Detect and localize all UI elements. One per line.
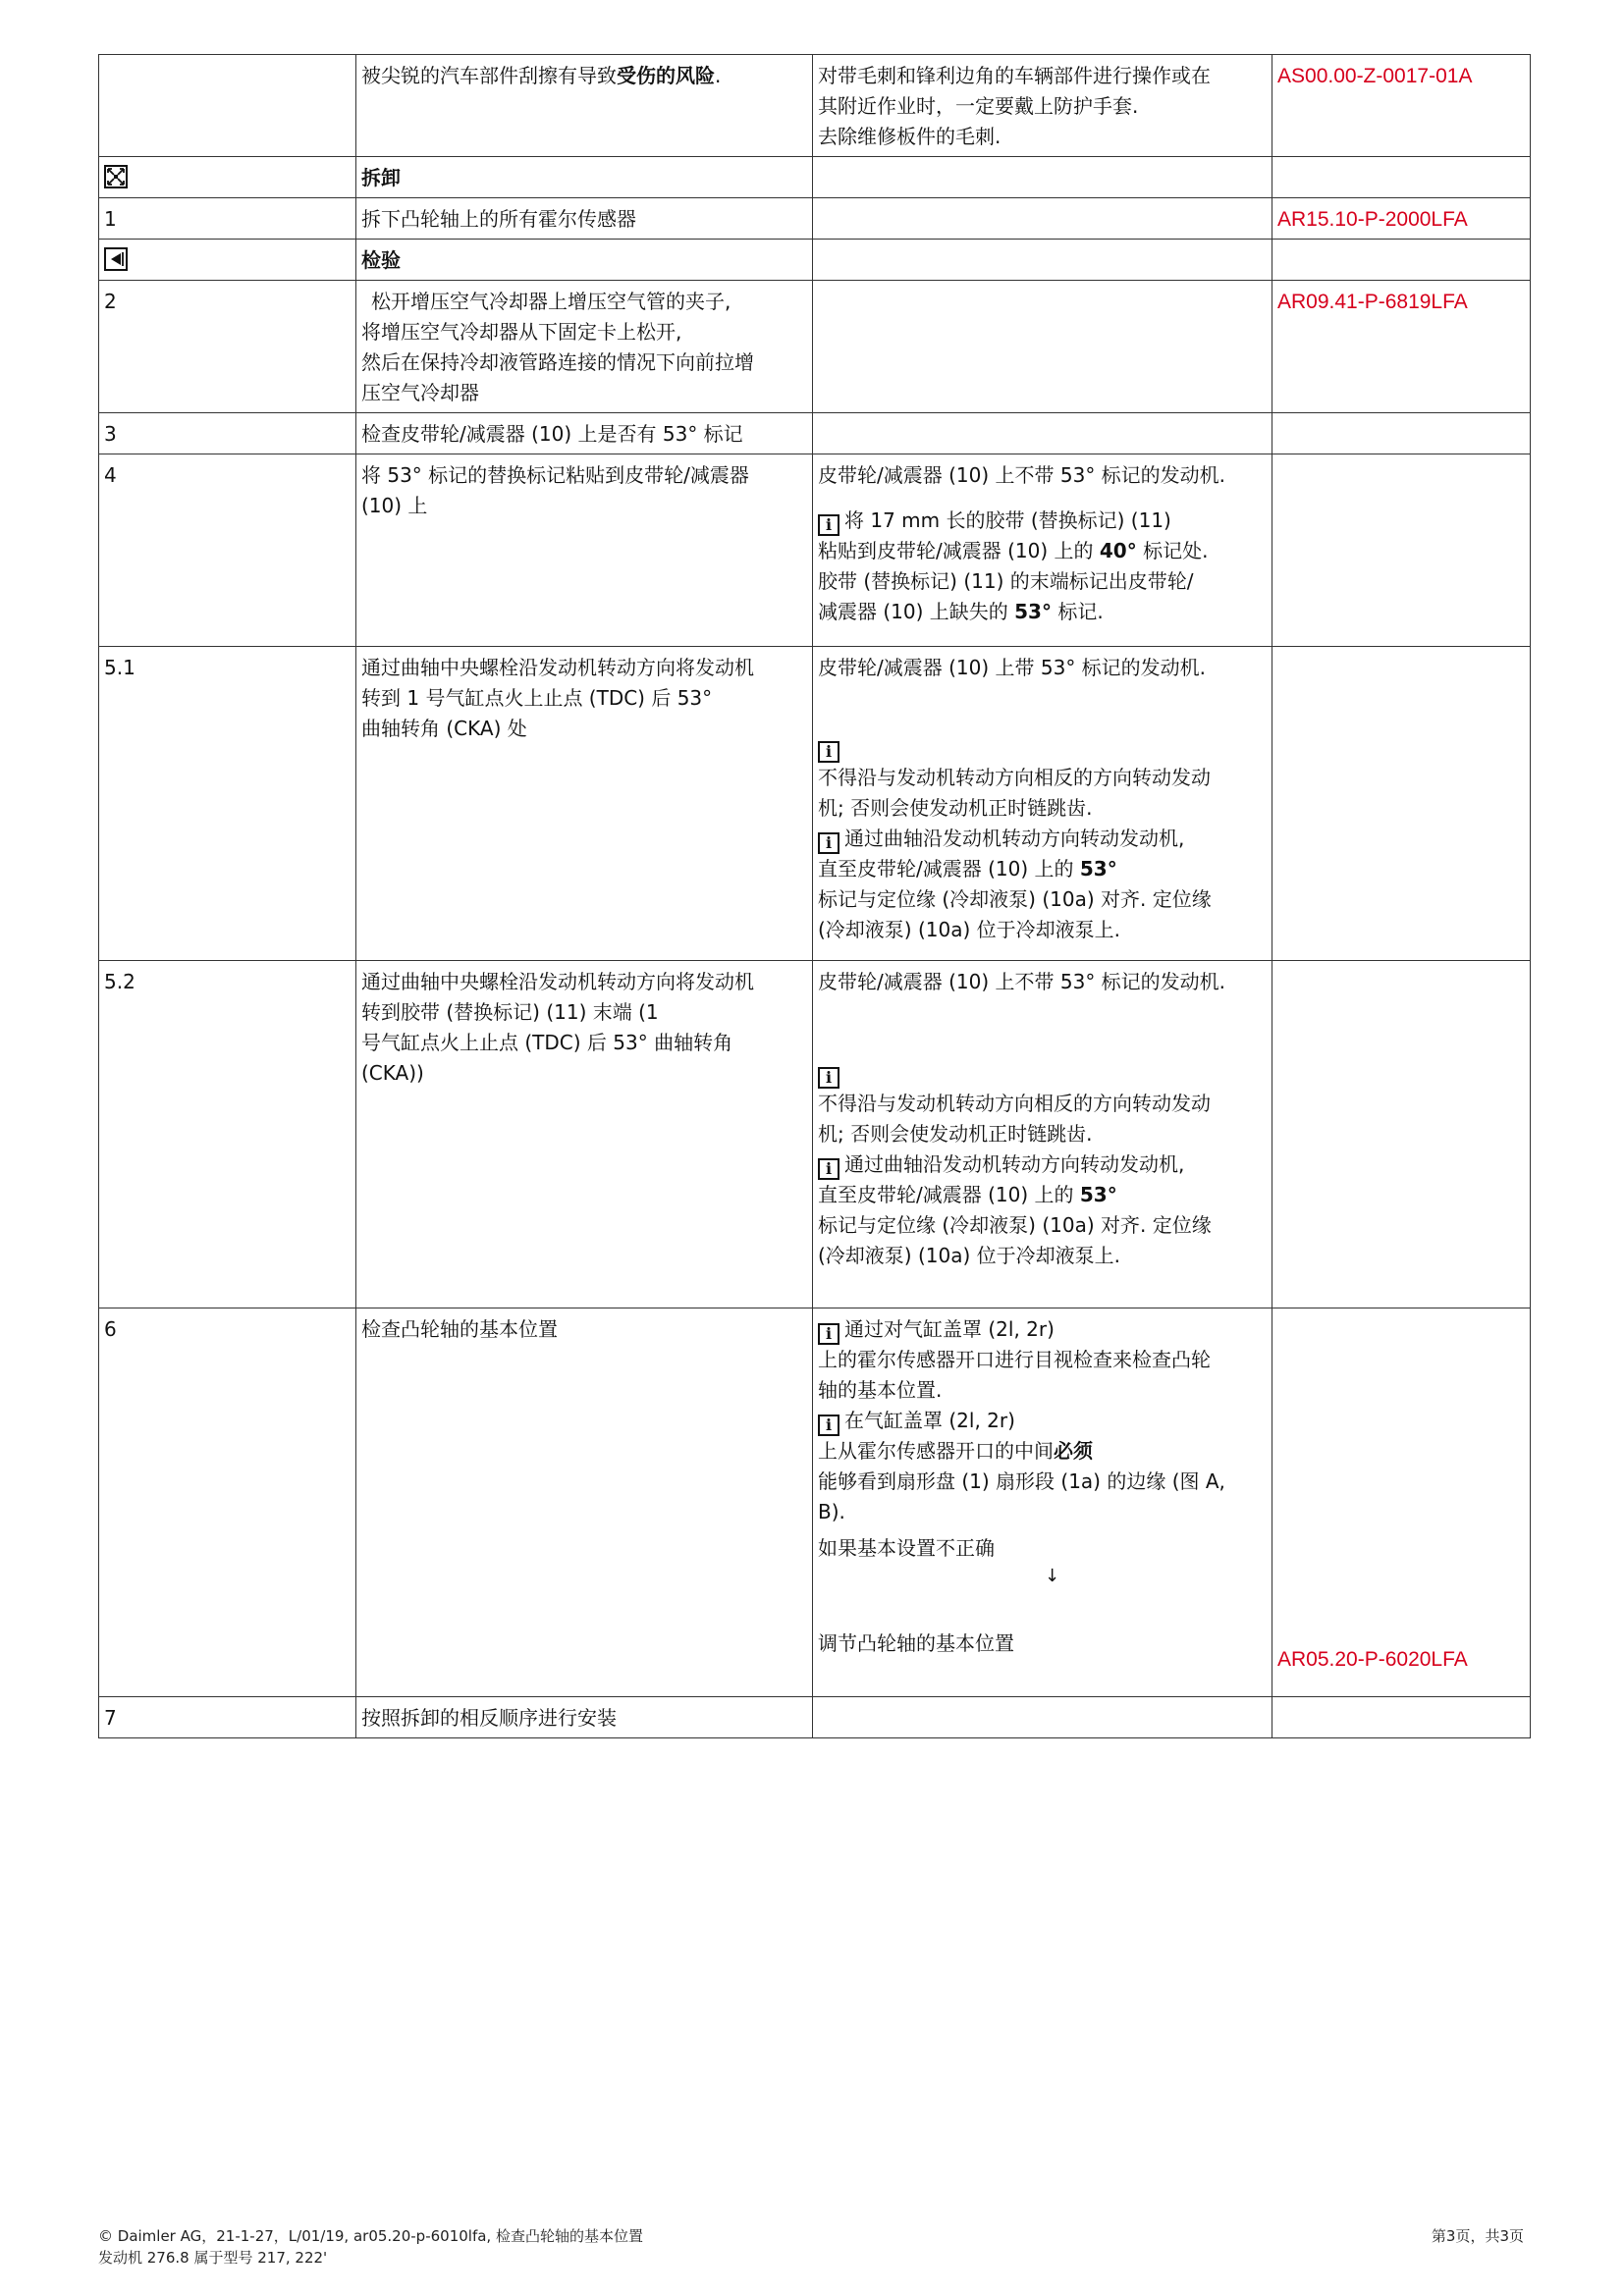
empty-cell	[813, 240, 1272, 281]
empty-cell	[1272, 157, 1531, 198]
info-text: 上从霍尔传感器开口的中间	[818, 1439, 1054, 1463]
warning-text: 不得沿与发动机转动方向相反的方向转动发动	[818, 1092, 1211, 1115]
note-line: 去除维修板件的毛刺.	[818, 125, 1001, 148]
info-text: 减震器 (10) 上缺失的	[818, 600, 1015, 623]
ref-link[interactable]: AS00.00-Z-0017-01A	[1277, 65, 1473, 87]
condition-text: 如果基本设置不正确	[818, 1536, 995, 1560]
ref-cell	[1272, 55, 1531, 157]
table-row-step-2	[99, 281, 1531, 413]
section-row-remove	[99, 157, 1531, 198]
action-line: 号气缸点火上止点 (TDC) 后 53° 曲轴转角	[361, 1031, 733, 1054]
condition-text: 皮带轮/减震器 (10) 上不带 53° 标记的发动机.	[818, 463, 1226, 487]
table-row-step-3	[99, 413, 1531, 454]
step-number: 5.2	[99, 961, 356, 1308]
note-line: 对带毛刺和锋利边角的车辆部件进行操作或在	[818, 64, 1211, 87]
section-title-cell	[356, 240, 813, 281]
step-number: 4	[99, 454, 356, 647]
info-text: 直至皮带轮/减震器 (10) 上的	[818, 857, 1080, 881]
section-icon-cell	[99, 240, 356, 281]
action-line: 通过曲轴中央螺栓沿发动机转动方向将发动机	[361, 970, 754, 993]
notes-cell	[813, 1308, 1272, 1697]
step-number: 1	[99, 198, 356, 240]
condition-text: 皮带轮/减震器 (10) 上不带 53° 标记的发动机.	[818, 970, 1226, 993]
info-text: 上的霍尔传感器开口进行目视检查来检查凸轮	[818, 1348, 1211, 1371]
info-text: 标记与定位缘 (冷却液泵) (10a) 对齐. 定位缘	[818, 887, 1212, 911]
info-emphasis: 必须	[1054, 1439, 1093, 1463]
action-line: 将增压空气冷却器从下固定卡上松开,	[361, 320, 682, 344]
risk-emphasis: 受伤的风险	[617, 64, 715, 87]
empty-cell	[1272, 961, 1531, 1308]
section-icon-cell	[99, 157, 356, 198]
info-icon: i	[818, 1415, 839, 1436]
empty-cell	[1272, 454, 1531, 647]
info-text: 通过曲轴沿发动机转动方向转动发动机,	[844, 1152, 1185, 1176]
step-number: 5.1	[99, 647, 356, 961]
info-icon: i	[818, 1158, 839, 1180]
arrow-down-icon: ↓	[1044, 1566, 1060, 1586]
risk-text: 被尖锐的汽车部件刮擦有导致	[361, 64, 617, 87]
ref-cell	[1272, 281, 1531, 413]
step-number: 6	[99, 1308, 356, 1697]
table-row-step-1	[99, 198, 1531, 240]
info-icon: i	[818, 741, 839, 763]
risk-period: .	[715, 64, 722, 87]
info-text: 标记处.	[1136, 539, 1209, 562]
adjust-text: 调节凸轮轴的基本位置	[818, 1631, 1014, 1655]
action-line: 通过曲轴中央螺栓沿发动机转动方向将发动机	[361, 656, 754, 679]
step-action: 检查皮带轮/减震器 (10) 上是否有 53° 标记	[356, 413, 813, 454]
info-text: 通过曲轴沿发动机转动方向转动发动机,	[844, 827, 1185, 850]
info-text: 粘贴到皮带轮/减震器 (10) 上的	[818, 539, 1100, 562]
info-icon: i	[818, 1323, 839, 1345]
notes-cell	[813, 55, 1272, 157]
footer-line-2: 发动机 276.8 属于型号 217, 222'	[98, 2249, 328, 2267]
info-emphasis: 53°	[1014, 600, 1052, 623]
action-line: 曲轴转角 (CKA) 处	[361, 717, 527, 740]
warning-text: 机; 否则会使发动机正时链跳齿.	[818, 796, 1093, 820]
table-row-risk	[99, 55, 1531, 157]
info-emphasis: 53°	[1079, 1183, 1117, 1206]
action-line: 然后在保持冷却液管路连接的情况下向前拉增	[361, 350, 754, 374]
notes-cell	[813, 454, 1272, 647]
info-text: 胶带 (替换标记) (11) 的末端标记出皮带轮/	[818, 569, 1194, 593]
info-text: B).	[818, 1500, 845, 1523]
action-cell	[356, 55, 813, 157]
remove-icon	[104, 165, 128, 188]
info-icon: i	[818, 832, 839, 854]
step-action: 检查凸轮轴的基本位置	[356, 1308, 813, 1697]
warning-text: 不得沿与发动机转动方向相反的方向转动发动	[818, 766, 1211, 789]
ref-link[interactable]: AR15.10-P-2000LFA	[1277, 208, 1468, 231]
footer-line-1: © Daimler AG，21-1-27，L/01/19, ar05.20-p-6010lfa, 检查凸轮轴的基本位置	[98, 2227, 643, 2245]
info-text: 在气缸盖罩 (2l, 2r)	[844, 1409, 1015, 1432]
empty-cell	[813, 1697, 1272, 1738]
empty-cell	[1272, 240, 1531, 281]
ref-cell	[1272, 198, 1531, 240]
step-action	[356, 647, 813, 961]
table-row-step-7	[99, 1697, 1531, 1738]
note-line: 其附近作业时，一定要戴上防护手套.	[818, 94, 1139, 118]
info-icon: i	[818, 514, 839, 536]
info-icon: i	[818, 1067, 839, 1089]
section-row-check	[99, 240, 1531, 281]
notes-cell	[813, 647, 1272, 961]
info-emphasis: 53°	[1079, 857, 1117, 881]
condition-text: 皮带轮/减震器 (10) 上带 53° 标记的发动机.	[818, 656, 1207, 679]
info-text: 能够看到扇形盘 (1) 扇形段 (1a) 的边缘 (图 A,	[818, 1469, 1225, 1493]
info-text: 直至皮带轮/减震器 (10) 上的	[818, 1183, 1080, 1206]
ref-link[interactable]: AR09.41-P-6819LFA	[1277, 291, 1468, 313]
step-action	[356, 281, 813, 413]
info-emphasis: 40°	[1099, 539, 1137, 562]
empty-cell	[813, 281, 1272, 413]
step-number: 7	[99, 1697, 356, 1738]
section-title-cell	[356, 157, 813, 198]
step-action: 拆下凸轮轴上的所有霍尔传感器	[356, 198, 813, 240]
empty-cell	[1272, 413, 1531, 454]
section-title: 检验	[361, 248, 401, 272]
action-line: 转到 1 号气缸点火上止点 (TDC) 后 53°	[361, 686, 713, 710]
procedure-table	[98, 54, 1531, 1738]
empty-cell	[1272, 1697, 1531, 1738]
notes-cell	[813, 961, 1272, 1308]
footer-copyright	[98, 2225, 643, 2269]
ref-link[interactable]: AR05.20-P-6020LFA	[1277, 1648, 1468, 1671]
action-line: (CKA))	[361, 1061, 424, 1085]
action-line: 转到胶带 (替换标记) (11) 末端 (1	[361, 1000, 659, 1024]
ref-cell	[1272, 1308, 1531, 1697]
table-row-step-5-1	[99, 647, 1531, 961]
step-action	[356, 454, 813, 647]
info-text: 轴的基本位置.	[818, 1378, 943, 1402]
action-line: (10) 上	[361, 494, 428, 517]
section-title: 拆卸	[361, 166, 401, 189]
action-line: 松开增压空气冷却器上增压空气管的夹子,	[371, 290, 731, 313]
table-row-step-5-2	[99, 961, 1531, 1308]
step-action	[356, 961, 813, 1308]
page-number: 第3页，共3页	[1431, 2227, 1524, 2245]
info-text: (冷却液泵) (10a) 位于冷却液泵上.	[818, 918, 1120, 941]
action-line: 压空气冷却器	[361, 381, 479, 404]
empty-cell	[1272, 647, 1531, 961]
empty-cell	[813, 198, 1272, 240]
check-icon	[104, 247, 128, 271]
table-row-step-6	[99, 1308, 1531, 1697]
table-row-step-4	[99, 454, 1531, 647]
info-text: 标记.	[1051, 600, 1104, 623]
info-text: 标记与定位缘 (冷却液泵) (10a) 对齐. 定位缘	[818, 1213, 1212, 1237]
step-cell	[99, 55, 356, 157]
empty-cell	[813, 413, 1272, 454]
empty-cell	[813, 157, 1272, 198]
step-number: 2	[99, 281, 356, 413]
info-text: 将 17 mm 长的胶带 (替换标记) (11)	[844, 508, 1171, 532]
action-line: 将 53° 标记的替换标记粘贴到皮带轮/减震器	[361, 463, 749, 487]
step-number: 3	[99, 413, 356, 454]
info-text: (冷却液泵) (10a) 位于冷却液泵上.	[818, 1244, 1120, 1267]
info-text: 通过对气缸盖罩 (2l, 2r)	[844, 1317, 1055, 1341]
warning-text: 机; 否则会使发动机正时链跳齿.	[818, 1122, 1093, 1146]
step-action: 按照拆卸的相反顺序进行安装	[356, 1697, 813, 1738]
